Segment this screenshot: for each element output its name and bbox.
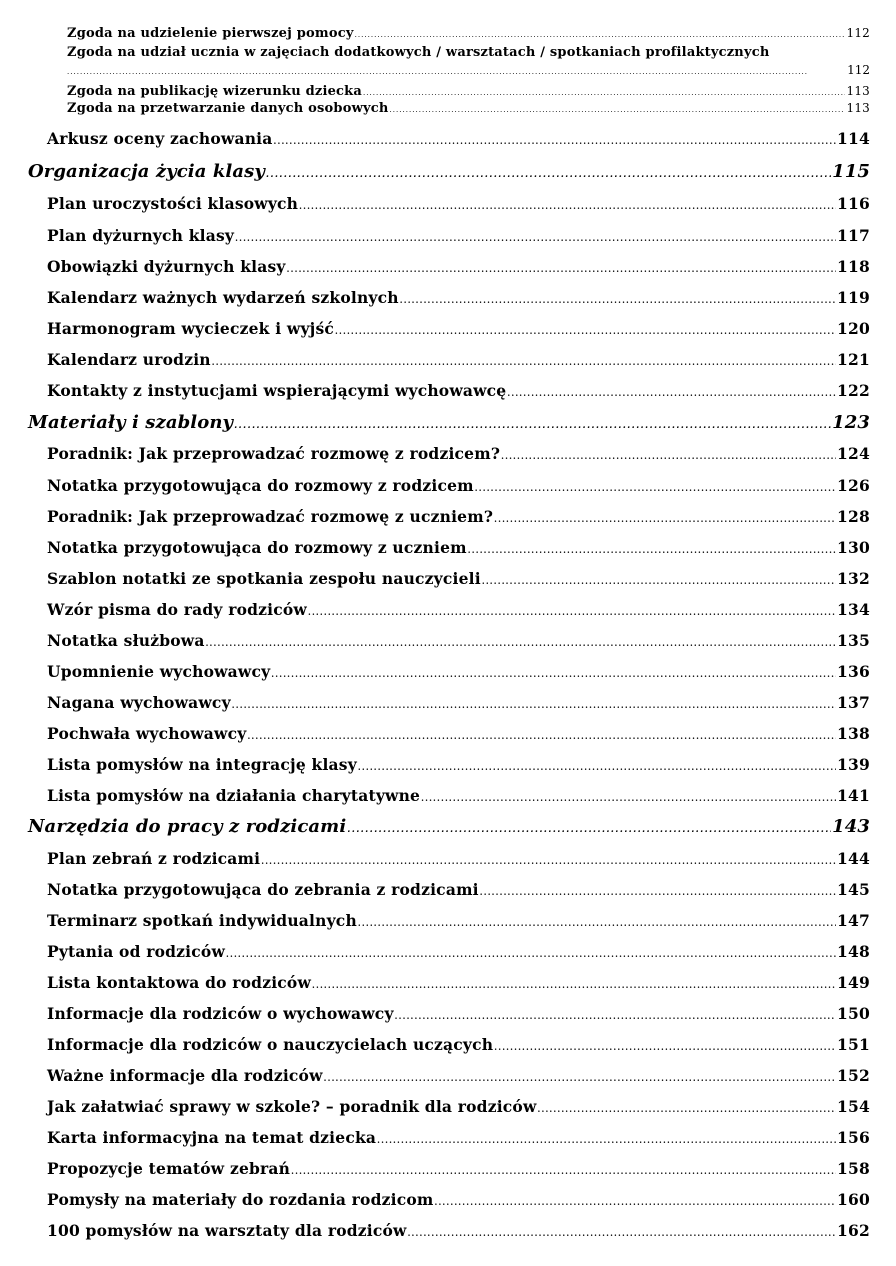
toc-leader-dots — [299, 194, 836, 213]
toc-entry-title: Kontakty z instytucjami wspierającymi wychowawcę — [47, 381, 507, 400]
toc-entry[interactable] — [47, 1004, 870, 1023]
toc-leader-dots — [212, 350, 836, 369]
toc-entry-title: Ważne informacje dla rodziców — [47, 1066, 323, 1085]
toc-leader-dots — [358, 911, 836, 930]
toc-section-title: Organizacja życia klasy — [28, 161, 265, 182]
toc-leader-dots — [475, 476, 836, 495]
toc-leader-dots — [234, 412, 831, 433]
toc-entry-page: 132 — [837, 569, 870, 588]
toc-entry-page: 136 — [837, 662, 870, 681]
toc-entry-page: 141 — [837, 786, 870, 805]
toc-section-page: 123 — [832, 412, 870, 433]
toc-entry-page: 150 — [837, 1004, 870, 1023]
toc-leader-dots — [355, 26, 846, 41]
toc-leader-dots — [408, 1221, 836, 1240]
toc-entry-title: Kalendarz urodzin — [47, 350, 211, 369]
toc-entry-title: Notatka przygotowująca do rozmowy z uczniem — [47, 538, 467, 557]
toc-entry-page: 126 — [837, 476, 870, 495]
toc-section-parents-tools[interactable] — [28, 816, 870, 837]
toc-entry-title: Jak załatwiać sprawy w szkole? – poradnik dla rodziców — [47, 1097, 537, 1116]
toc-leader-dots — [287, 257, 836, 276]
toc-entry-image-consent[interactable] — [67, 84, 870, 99]
toc-entry[interactable] — [47, 476, 870, 495]
toc-entry-title: Zgoda na publikację wizerunku dziecka — [67, 84, 362, 99]
toc-entry[interactable] — [47, 381, 870, 400]
toc-leader-dots — [235, 226, 836, 245]
toc-entry-page: 160 — [837, 1190, 870, 1209]
toc-entry[interactable] — [47, 1190, 870, 1209]
toc-entry[interactable] — [47, 600, 870, 619]
toc-entry-activities-consent-leader — [67, 63, 870, 77]
toc-entry-title: Notatka przygotowująca do zebrania z rodzicami — [47, 880, 479, 899]
toc-entry[interactable] — [47, 350, 870, 369]
toc-section-title: Materiały i szablony — [28, 412, 234, 433]
toc-entry-page: 124 — [837, 444, 870, 463]
toc-entry[interactable] — [47, 631, 870, 650]
toc-entry-page: 148 — [837, 942, 870, 961]
toc-entry[interactable] — [47, 1221, 870, 1240]
toc-entry-page: 117 — [837, 226, 870, 245]
toc-leader-dots — [226, 942, 836, 961]
toc-entry-title: Pochwała wychowawcy — [47, 724, 247, 743]
toc-entry-page: 130 — [837, 538, 870, 557]
toc-leader-dots — [390, 101, 846, 116]
toc-entry-title: Upomnienie wychowawcy — [47, 662, 271, 681]
toc-leader-dots — [494, 507, 836, 526]
toc-entry[interactable] — [47, 1066, 870, 1085]
toc-entry[interactable] — [47, 662, 870, 681]
toc-entry-title: Poradnik: Jak przeprowadzać rozmowę z uczniem? — [47, 507, 494, 526]
toc-entry-page: 119 — [837, 288, 870, 307]
toc-leader-dots — [266, 161, 831, 182]
toc-leader-dots — [480, 880, 836, 899]
toc-entry-page: 144 — [837, 849, 870, 868]
toc-entry[interactable] — [47, 693, 870, 712]
toc-leader-dots — [324, 1066, 836, 1085]
toc-leader-dots — [335, 319, 836, 338]
toc-leader-dots — [347, 816, 831, 837]
toc-leader-dots — [468, 538, 836, 557]
toc-entry-data-consent[interactable] — [67, 101, 870, 116]
toc-entry-title: Harmonogram wycieczek i wyjść — [47, 319, 335, 338]
toc-entry-page: 137 — [837, 693, 870, 712]
toc-entry-page: 113 — [846, 101, 870, 115]
toc-entry[interactable] — [47, 786, 870, 805]
toc-entry-page: 162 — [837, 1221, 870, 1240]
toc-entry-page: 122 — [837, 381, 870, 400]
toc-entry-page: 154 — [837, 1097, 870, 1116]
toc-entry-title: Lista pomysłów na integrację klasy — [47, 755, 357, 774]
toc-entry[interactable] — [47, 538, 870, 557]
toc-leader-dots — [206, 631, 836, 650]
toc-entry-activities-consent[interactable]: Zgoda na udział ucznia w zajęciach dodatkowych / warsztatach / spotkaniach profilaktycznych — [67, 45, 770, 60]
toc-entry-title: 100 pomysłów na warsztaty dla rodziców — [47, 1221, 407, 1240]
toc-entry-page: 138 — [837, 724, 870, 743]
toc-entry-title: Plan uroczystości klasowych — [47, 194, 299, 213]
toc-leader-dots — [291, 1159, 836, 1178]
toc-entry-title: Pomysły na materiały do rozdania rodzicom — [47, 1190, 434, 1209]
toc-entry[interactable] — [47, 1128, 870, 1147]
toc-leader-dots — [271, 662, 836, 681]
toc-entry[interactable] — [47, 755, 870, 774]
toc-entry-title: Lista kontaktowa do rodziców — [47, 973, 312, 992]
toc-entry[interactable] — [47, 569, 870, 588]
toc-entry-title: Terminarz spotkań indywidualnych — [47, 911, 357, 930]
toc-entry[interactable] — [47, 1097, 870, 1116]
toc-entry-title: Informacje dla rodziców o nauczycielach uczących — [47, 1035, 494, 1054]
toc-entry-title: Kalendarz ważnych wydarzeń szkolnych — [47, 288, 399, 307]
toc-leader-dots — [247, 724, 836, 743]
toc-entry-page: 151 — [837, 1035, 870, 1054]
toc-entry-page: 147 — [837, 911, 870, 930]
toc-entry-title: Informacje dla rodziców o wychowawcy — [47, 1004, 394, 1023]
toc-entry-page: 112 — [846, 26, 870, 40]
toc-entry[interactable] — [47, 1159, 870, 1178]
toc-leader-dots — [312, 973, 836, 992]
toc-entry-page: 118 — [837, 257, 870, 276]
toc-entry-title: Notatka przygotowująca do rozmowy z rodzicem — [47, 476, 474, 495]
toc-entry-page: 134 — [837, 600, 870, 619]
toc-entry-title: Plan dyżurnych klasy — [47, 226, 235, 245]
toc-entry[interactable] — [47, 1035, 870, 1054]
toc-entry-title: Pytania od rodziców — [47, 942, 225, 961]
toc-entry[interactable] — [47, 942, 870, 961]
toc-entry[interactable] — [47, 444, 870, 463]
toc-section-materials[interactable] — [28, 412, 870, 433]
toc-entry-page: 114 — [837, 129, 870, 148]
toc-entry-title: Notatka służbowa — [47, 631, 205, 650]
toc-leader-dots — [232, 693, 836, 712]
toc-leader-dots — [507, 381, 836, 400]
toc-entry-page: 158 — [837, 1159, 870, 1178]
toc-entry[interactable] — [47, 194, 870, 213]
toc-entry[interactable] — [47, 319, 870, 338]
toc-entry-title: Szablon notatki ze spotkania zespołu nauczycieli — [47, 569, 481, 588]
toc-leader-dots — [501, 444, 836, 463]
toc-entry-page: 112 — [847, 63, 870, 77]
toc-entry[interactable] — [47, 973, 870, 992]
toc-entry[interactable] — [47, 507, 870, 526]
toc-entry-page: 128 — [837, 507, 870, 526]
toc-entry-title: Zgoda na udzielenie pierwszej pomocy — [67, 26, 354, 41]
toc-entry-page: 135 — [837, 631, 870, 650]
toc-leader-dots — [67, 63, 846, 77]
toc-leader-dots — [400, 288, 836, 307]
toc-leader-dots — [395, 1004, 836, 1023]
toc-entry-page: 149 — [837, 973, 870, 992]
toc-section-title: Narzędzia do pracy z rodzicami — [28, 816, 347, 837]
toc-section-class-life[interactable] — [28, 161, 870, 182]
toc-leader-dots — [274, 129, 837, 148]
toc-entry[interactable] — [47, 880, 870, 899]
toc-leader-dots — [482, 569, 836, 588]
toc-entry-title: Nagana wychowawcy — [47, 693, 231, 712]
toc-entry-page: 139 — [837, 755, 870, 774]
toc-entry-title: Wzór pisma do rady rodziców — [47, 600, 307, 619]
toc-entry[interactable] — [47, 288, 870, 307]
toc-entry-title: Propozycje tematów zebrań — [47, 1159, 291, 1178]
toc-leader-dots — [261, 849, 836, 868]
toc-section-page: 115 — [832, 161, 870, 182]
toc-entry-title: Arkusz oceny zachowania — [47, 129, 273, 148]
toc-leader-dots — [363, 84, 845, 99]
toc-leader-dots — [421, 786, 836, 805]
toc-entry-title: Obowiązki dyżurnych klasy — [47, 257, 286, 276]
toc-entry[interactable] — [47, 257, 870, 276]
toc-entry-behavior-sheet[interactable] — [47, 129, 870, 148]
toc-leader-dots — [434, 1190, 836, 1209]
toc-entry[interactable] — [47, 226, 870, 245]
toc-entry-first-aid-consent[interactable] — [67, 26, 870, 41]
toc-entry-title: Karta informacyjna na temat dziecka — [47, 1128, 377, 1147]
toc-leader-dots — [538, 1097, 837, 1116]
toc-entry-page: 116 — [837, 194, 870, 213]
toc-leader-dots — [494, 1035, 836, 1054]
toc-entry-page: 152 — [837, 1066, 870, 1085]
toc-section-page: 143 — [832, 816, 870, 837]
toc-entry-page: 113 — [846, 84, 870, 98]
toc-leader-dots — [308, 600, 836, 619]
toc-entry[interactable] — [47, 724, 870, 743]
toc-entry-page: 121 — [837, 350, 870, 369]
toc-entry-title: Poradnik: Jak przeprowadzać rozmowę z rodzicem? — [47, 444, 501, 463]
toc-entry-page: 145 — [837, 880, 870, 899]
toc-leader-dots — [377, 1128, 836, 1147]
toc-entry[interactable] — [47, 849, 870, 868]
toc-entry-title: Plan zebrań z rodzicami — [47, 849, 261, 868]
toc-leader-dots — [358, 755, 836, 774]
toc-entry[interactable] — [47, 911, 870, 930]
toc-entry-title: Zgoda na przetwarzanie danych osobowych — [67, 101, 389, 116]
toc-entry-page: 156 — [837, 1128, 870, 1147]
toc-entry-title: Lista pomysłów na działania charytatywne — [47, 786, 421, 805]
toc-entry-page: 120 — [837, 319, 870, 338]
